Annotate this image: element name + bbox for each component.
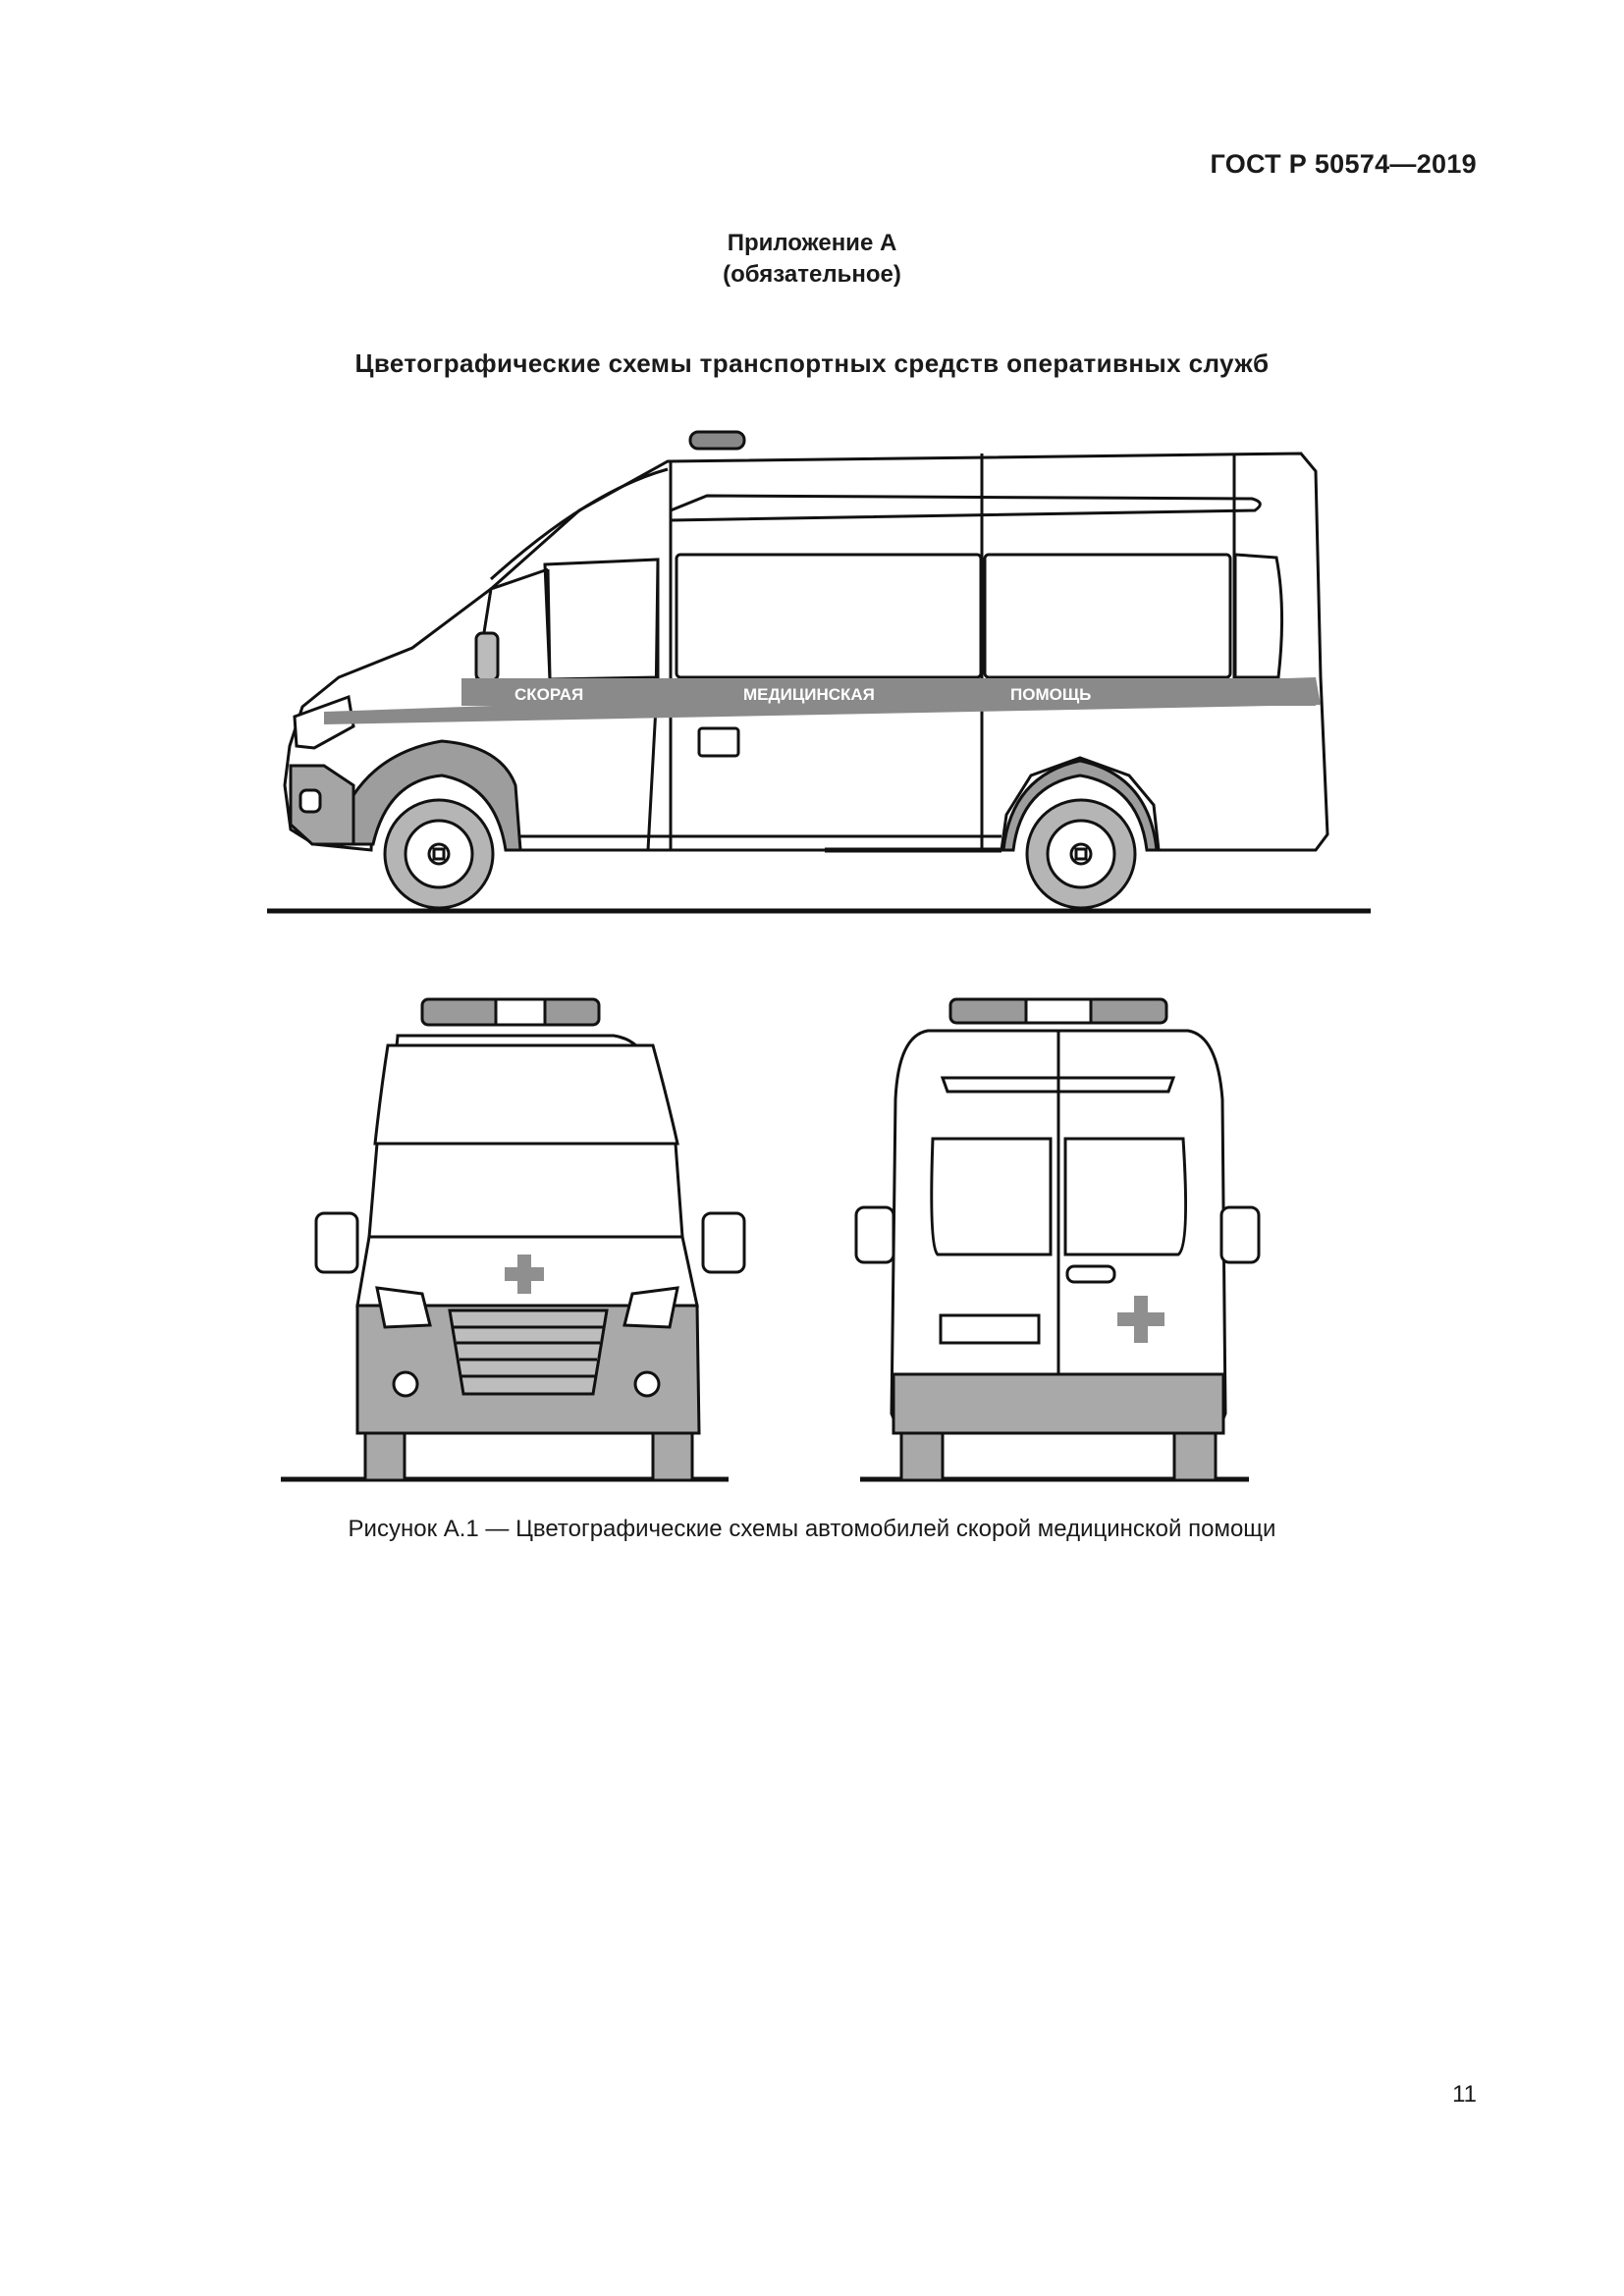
annex-status: (обязательное) xyxy=(723,261,901,288)
section-title: Цветографические схемы транспортных средств оперативных служб xyxy=(354,348,1270,378)
front-wheel xyxy=(385,800,493,908)
standard-number: ГОСТ Р 50574—2019 xyxy=(1210,149,1477,179)
stripe-text-1: СКОРАЯ xyxy=(514,685,584,704)
page-number: 11 xyxy=(1452,2081,1477,2108)
ambulance-front-view xyxy=(281,999,744,1480)
figure-caption: Рисунок А.1 — Цветографические схемы автомобилей скорой медицинской помощи xyxy=(348,1516,1276,1542)
stripe-text-2: МЕДИЦИНСКАЯ xyxy=(743,685,875,704)
stripe-text-3: ПОМОЩЬ xyxy=(1010,685,1092,704)
ambulance-side-view xyxy=(267,432,1371,911)
ambulance-rear-view xyxy=(856,999,1259,1480)
rear-wheel xyxy=(1027,800,1135,908)
annex-label: Приложение А xyxy=(727,230,897,256)
